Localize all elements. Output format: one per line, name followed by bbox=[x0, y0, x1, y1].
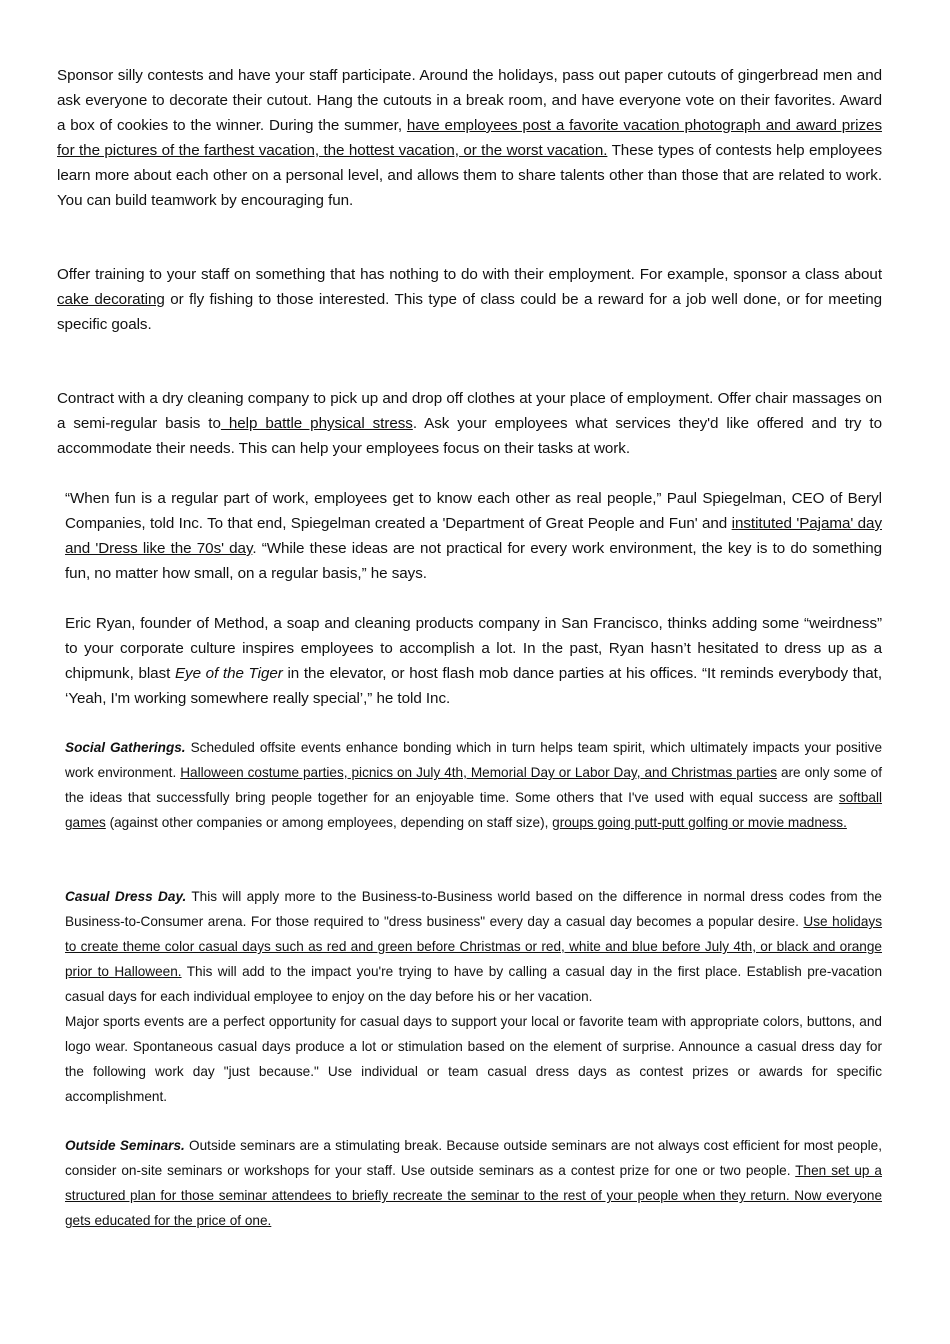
link-help-battle-physical-stress[interactable]: help battle physical stress bbox=[220, 415, 413, 432]
link-halloween-parties[interactable]: Halloween costume parties, picnics on July 4th, Memorial Day or Labor Day, and Christmas parties bbox=[180, 765, 778, 780]
text: Sponsor silly contests and have your staff participate. Around the holidays, pass out paper cutouts of gingerbread men and ask everyone to decorate their cutout. Hang the cutouts in a break room, and have everyone vote on their favorites. Award a box of cookies to the winner. During the summer, bbox=[57, 67, 882, 134]
text: . Ask your employees what services they'd like offered and try to accommodate their needs. This can help your employees focus on their tasks at work. bbox=[57, 415, 882, 457]
text: This will add to the impact you're trying to have by calling a casual day in the first place. Establish pre-vacation casual days for each individual employee to enjoy on the day before his or her vacation. bbox=[65, 964, 883, 1004]
section-heading: Social Gatherings. bbox=[65, 740, 186, 755]
paragraph-major-sports-events bbox=[65, 1009, 882, 1109]
text: in the elevator, or host flash mob dance parties at his offices. “It reminds everybody that, ‘Yeah, I'm working somewhere really special’,” he told Inc. bbox=[65, 665, 882, 707]
paragraph-spiegelman-quote bbox=[65, 486, 882, 586]
link-softball-games[interactable]: softball games bbox=[65, 790, 882, 830]
paragraph-eric-ryan bbox=[65, 611, 882, 711]
paragraph-casual-dress-day bbox=[65, 884, 882, 1009]
text: . “While these ideas are not practical for every work environment, the key is to do something fun, no matter how small, on a regular basis,” he says. bbox=[65, 540, 882, 582]
text: Outside seminars are a stimulating break. Because outside seminars are not always cost efficient for most people, consider on-site seminars or workshops for your staff. Use outside seminars as a contest prize for one or two people. bbox=[65, 1138, 882, 1178]
paragraph-silly-contests bbox=[57, 63, 882, 213]
text: “When fun is a regular part of work, employees get to know each other as real people,” Paul Spiegelman, CEO of Beryl Companies, told Inc. To that end, Spiegelman created a 'Department of Great People and Fun' and bbox=[65, 490, 882, 532]
text: Eric Ryan, founder of Method, a soap and cleaning products company in San Francisco, thinks adding some “weirdness” to your corporate culture inspires employees to accomplish a lot. In the past, Ryan hasn’t hesitated to dress up as a chipmunk, blast bbox=[65, 615, 882, 682]
song-title: Eye of the Tiger bbox=[174, 665, 283, 682]
text: or fly fishing to those interested. This type of class could be a reward for a job well done, or for meeting specific goals. bbox=[57, 291, 882, 333]
text: Contract with a dry cleaning company to pick up and drop off clothes at your place of employment. Offer chair massages on a semi-regular basis to bbox=[57, 390, 882, 432]
text: Scheduled offsite events enhance bonding which in turn helps team spirit, which ultimately impacts your positive work environment. bbox=[65, 740, 883, 780]
link-putt-putt-golfing[interactable]: groups going putt-putt golfing or movie madness. bbox=[552, 815, 847, 830]
text: (against other companies or among employees, depending on staff size), bbox=[105, 815, 553, 830]
paragraph-outside-seminars bbox=[65, 1133, 882, 1233]
text: are only some of the ideas that successfully bring people together for an enjoyable time. Some others that I've used with equal success are bbox=[65, 765, 882, 805]
text: Major sports events are a perfect opportunity for casual days to support your local or favorite team with appropriate colors, buttons, and logo wear. Spontaneous casual days produce a lot or stimulation based on the element of surprise. Announce a casual dress day for the following work day "just because." Use individual or team casual dress days as contest prizes or awards for specific accomplishment. bbox=[65, 1014, 882, 1104]
text: Offer training to your staff on something that has nothing to do with their employment. For example, sponsor a class about bbox=[57, 266, 882, 283]
paragraph-offer-training bbox=[57, 262, 882, 337]
paragraph-dry-cleaning bbox=[57, 386, 882, 461]
link-cake-decorating[interactable]: cake decorating bbox=[57, 291, 165, 308]
section-heading: Casual Dress Day. bbox=[65, 889, 187, 904]
link-vacation-photo-contest[interactable]: have employees post a favorite vacation photograph and award prizes for the pictures of the farthest vacation, the hottest vacation, or the worst vacation. bbox=[57, 117, 882, 159]
text: This will apply more to the Business-to-Business world based on the difference in normal dress codes from the Business-to-Consumer arena. For those required to "dress business" every day a casual day becomes a popular desire. bbox=[65, 889, 882, 929]
text: These types of contests help employees learn more about each other on a personal level, and allows them to share talents other than those that are related to work. You can build teamwork by encouraging fun. bbox=[57, 142, 882, 209]
paragraph-social-gatherings bbox=[65, 735, 882, 835]
section-heading: Outside Seminars. bbox=[65, 1138, 185, 1153]
link-seminar-plan[interactable]: Then set up a structured plan for those seminar attendees to briefly recreate the seminar to the rest of your people when they return. Now everyone gets educated for the price of one. bbox=[65, 1163, 882, 1228]
link-theme-color-days[interactable]: Use holidays to create theme color casual days such as red and green before Christmas or red, white and blue before July 4th, or black and orange prior to Halloween. bbox=[65, 914, 883, 979]
link-pajama-day[interactable]: instituted 'Pajama' day and 'Dress like the 70s' day bbox=[65, 515, 882, 557]
